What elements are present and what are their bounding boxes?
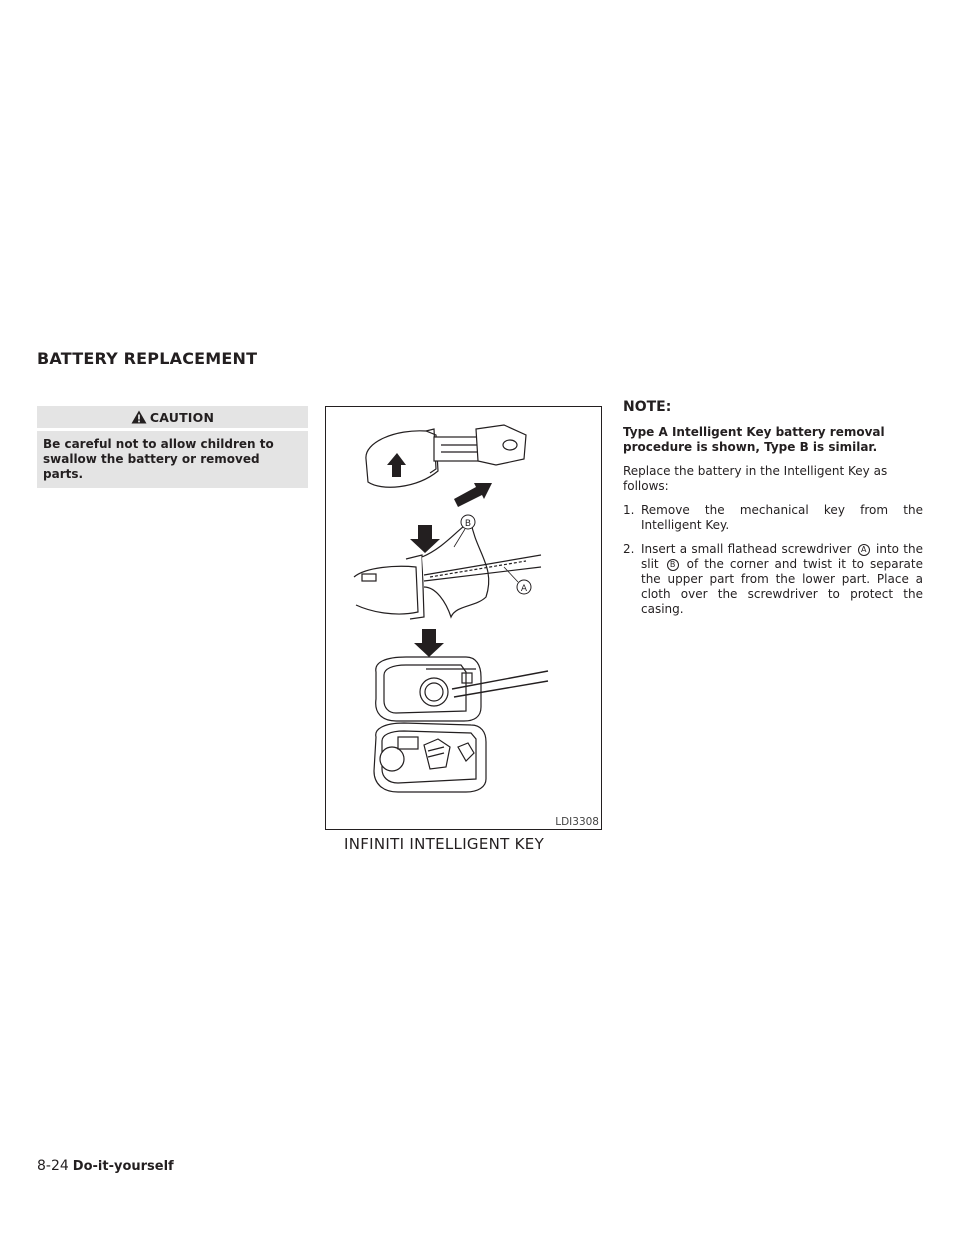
step-text: Remove the mechanical key from the Intelligent Key. xyxy=(641,503,923,532)
section-title: BATTERY REPLACEMENT xyxy=(37,349,258,368)
note-heading: NOTE: xyxy=(623,399,672,415)
instructions xyxy=(623,399,923,626)
step-text-part: into the slit xyxy=(641,542,923,571)
callout-marker: A xyxy=(858,544,870,556)
caution-box xyxy=(37,406,308,481)
step-text-part: Insert a small flathead screwdriver xyxy=(641,542,856,556)
arrow-right-icon xyxy=(454,483,492,507)
step-text xyxy=(641,542,923,617)
key-battery-diagram xyxy=(326,407,601,829)
caution-title: CAUTION xyxy=(149,409,215,425)
key-fob-top xyxy=(366,425,526,487)
step-number: 2. xyxy=(623,542,635,556)
callout-marker: B xyxy=(667,559,679,571)
page-footer xyxy=(37,1158,174,1174)
figure-caption: INFINITI INTELLIGENT KEY xyxy=(344,835,545,853)
step-text-part: of the corner and twist it to separate the upper part from the lower part. Place a cloth over the screwdriver to protect the casing. xyxy=(641,557,923,616)
key-fob-open-lower xyxy=(374,723,486,792)
note-text: Type A Intelligent Key battery removal procedure is shown, Type B is similar. xyxy=(623,425,885,454)
key-fob-middle xyxy=(354,522,541,619)
page-number: 8-24 xyxy=(37,1158,69,1174)
callout-a: A xyxy=(520,584,528,594)
key-illustration xyxy=(325,406,602,830)
caution-text: Be careful not to allow children to swallow the battery or removed parts. xyxy=(37,431,308,488)
step-item xyxy=(623,542,923,617)
key-fob-open-upper xyxy=(376,657,548,721)
arrow-down-icon xyxy=(414,629,444,657)
step-number: 1. xyxy=(623,503,635,517)
warning-icon xyxy=(131,410,147,424)
callout-b: B xyxy=(464,519,472,529)
chapter-name: Do-it-yourself xyxy=(72,1159,174,1174)
caution-header xyxy=(37,406,308,428)
step-item xyxy=(623,503,923,533)
figure-id: LDI3308 xyxy=(555,816,599,828)
intro-text: Replace the battery in the Intelligent Key as follows: xyxy=(623,464,888,493)
